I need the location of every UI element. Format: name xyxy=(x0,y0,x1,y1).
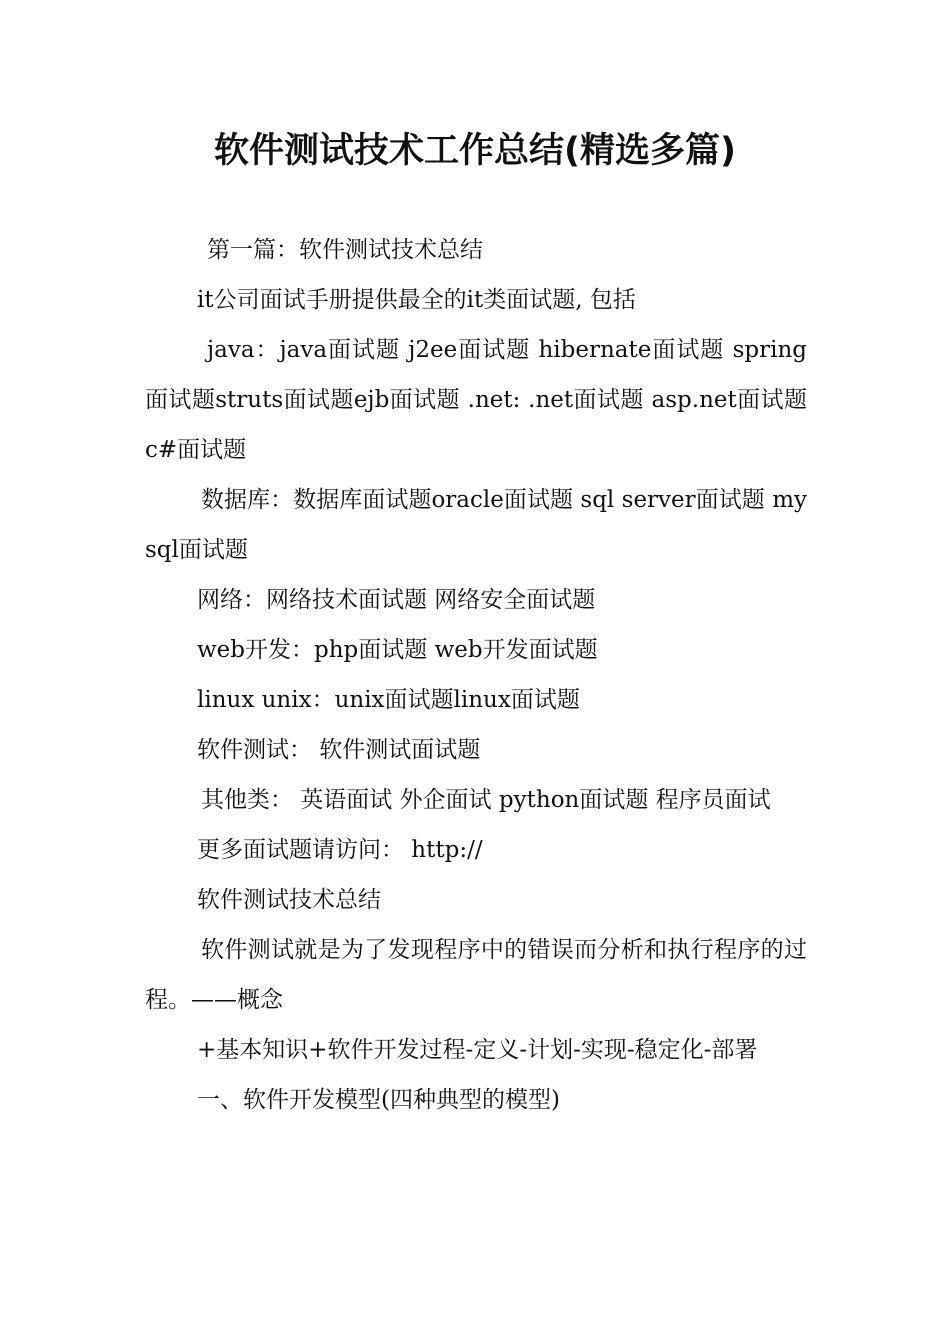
paragraph-testing: 软件测试： 软件测试面试题 xyxy=(197,737,481,763)
paragraph-java: java：java面试题 j2ee面试题 hibernate面试题 spring面试题struts面试题ejb面试题 .net: .net面试题 asp.net面试题 c#面试题 xyxy=(145,337,807,463)
paragraph-basics: +基本知识+软件开发过程-定义-计划-实现-稳定化-部署 xyxy=(197,1037,758,1063)
paragraph-network: 网络：网络技术面试题 网络安全面试题 xyxy=(197,587,596,613)
paragraph-database: 数据库：数据库面试题oracle面试题 sql server面试题 mysql面试题 xyxy=(145,487,807,563)
paragraph-linux: linux unix：unix面试题linux面试题 xyxy=(197,687,580,713)
paragraph-intro: it公司面试手册提供最全的it类面试题, 包括 xyxy=(197,287,636,313)
paragraph-definition: 软件测试就是为了发现程序中的错误而分析和执行程序的过程。——概念 xyxy=(145,937,807,1013)
paragraph-more: 更多面试题请访问： http:// xyxy=(197,837,483,863)
document-body xyxy=(145,225,807,1125)
paragraph-web: web开发：php面试题 web开发面试题 xyxy=(197,637,598,663)
paragraph-summary-heading: 软件测试技术总结 xyxy=(197,887,381,913)
paragraph-other: 其他类： 英语面试 外企面试 python面试题 程序员面试 xyxy=(201,787,771,813)
document-title: 软件测试技术工作总结(精选多篇) xyxy=(214,131,736,171)
paragraph-heading-first-chapter: 第一篇：软件测试技术总结 xyxy=(207,237,483,263)
paragraph-section-one: 一、软件开发模型(四种典型的模型) xyxy=(197,1087,560,1113)
